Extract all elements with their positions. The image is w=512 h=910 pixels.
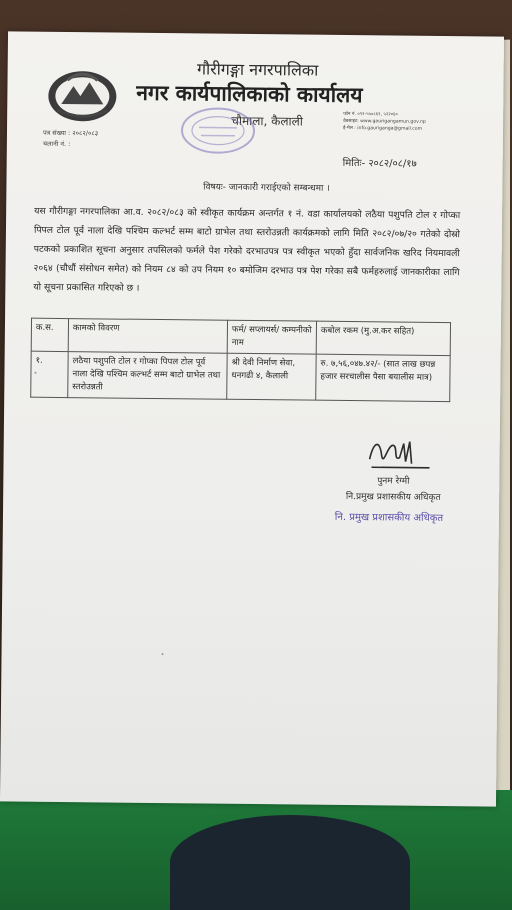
office-location: चौमाला, कैलाली xyxy=(231,113,303,129)
contact-block xyxy=(343,111,473,133)
dispatch-number: चलानी नं. : xyxy=(42,139,71,149)
letter-date: मितिः- २०८२/०८/१७ xyxy=(342,157,417,170)
office-name: नगर कार्यपालिकाको कार्यालय xyxy=(136,79,363,108)
paper-speck xyxy=(34,372,36,374)
cell-firm-name: श्री देवी निर्माण सेवा, धनगढी ४, कैलाली xyxy=(227,353,316,400)
cell-serial: १. xyxy=(31,351,68,397)
signatory-name: पुनम रेग्मी xyxy=(377,476,410,487)
office-stamp-icon xyxy=(179,105,258,156)
table-header-row xyxy=(31,318,450,355)
contract-table xyxy=(30,318,451,402)
signatory-title: नि.प्रमुख प्रशासकीय अधिकृत xyxy=(345,491,441,503)
contact-website: वेबसाइट: www.gaurigangamun.gov.np xyxy=(343,118,426,125)
header-serial: क.स. xyxy=(31,318,68,351)
nepal-emblem-icon xyxy=(45,66,120,125)
header-bid-amount: कबोल रकम (मु.अ.कर सहित) xyxy=(316,321,450,355)
handwritten-signature xyxy=(363,433,433,474)
letter-number: पत्र संख्या : २०८२/०८३ xyxy=(42,128,99,138)
signatory-stamp: नि. प्रमुख प्रशासकीय अधिकृत xyxy=(334,511,444,525)
letter-subject: विषयः- जानकारी गराईएको सम्बन्धमा । xyxy=(203,182,330,194)
contact-email: ई-मेल : info.gauriganga@gmail.com xyxy=(343,125,423,132)
official-letter xyxy=(0,31,504,806)
header-work-description: कामको विवरण xyxy=(68,319,227,354)
letter-body: यस गौरीगङ्गा नगरपालिका आ.व. २०८२/०८३ को स्वीकृत कार्यक्रम अन्तर्गत १ नं. वडा कार्यालयको लठैया पशुपति टोल र गोप्का पिपल टोल पूर्व नाला देखि पश्चिम कल्भर्ट सम्म बाटो ग्राभेल तथा स्तरोउन्नती कार्यक्रमको लागि मिति २०८२/०७/२० गतेको दोस्रो पटकको प्रकाशित सूचना अनुसार तपसिलको फर्मले पेश गरेको दरभाउपत्र पत्र स्वीकृत भएको हुँदा सार्वजनिक खरिद नियमावली २०६४ (चौधौं संसोधन समेत) को नियम ८४ को उप नियम १० बमोजिम दरभाउ पत्र पेश गरेका सबै फर्महरुलाई जानकारीका लागि यो सूचना प्रकासित गरिएको छ । xyxy=(33,205,461,294)
municipality-name: गौरीगङ्गा नगरपालिका xyxy=(196,59,319,80)
table-row xyxy=(31,351,450,401)
paper-speck xyxy=(162,653,164,655)
cell-bid-amount: रु. ७,५६,०४७.४२/- (सात लाख छपन्न हजार सरचालीस पैसा बयालीस मात्र) xyxy=(316,354,450,401)
photographer-shadow xyxy=(170,815,410,910)
cell-work-description: लठैया पशुपति टोल र गोप्का पिपल टोल पूर्व नाला देखि पश्चिम कल्भर्ट सम्म बाटो ग्राभेल तथा स्तरोउन्नती xyxy=(68,352,227,400)
contact-phone: फोन नं. ०९१-५५०८६९, ५२२०६० xyxy=(343,111,398,118)
header-firm-name: फर्म/ सप्लायर्स/ कम्पनीको नाम xyxy=(227,320,316,354)
